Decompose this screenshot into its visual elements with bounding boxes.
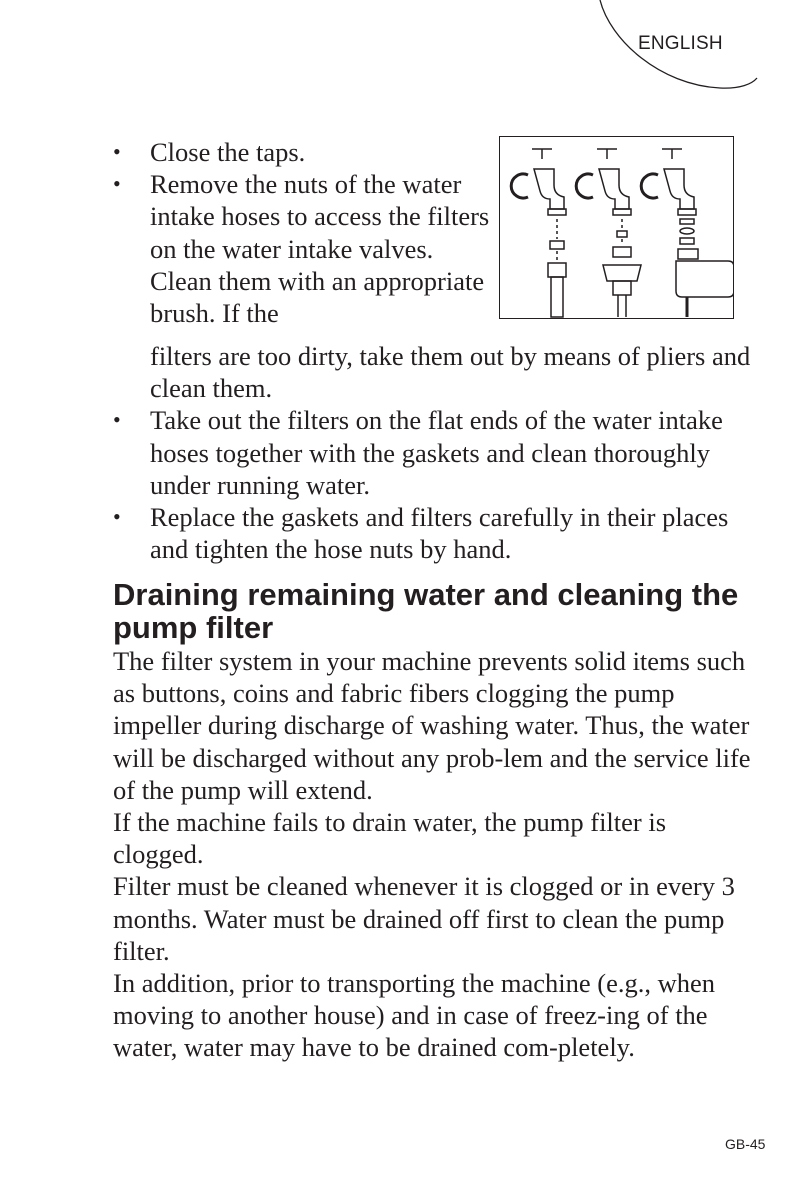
taps-and-filters-icon <box>500 137 733 318</box>
bullet-icon: • <box>113 139 121 164</box>
bullet-icon: • <box>113 504 121 530</box>
paragraph: In addition, prior to transporting the machine (e.g., when moving to another house) and in case of freez-ing of the water, water may have to be drained com-pletely. <box>113 968 715 1063</box>
bullet-item: • Take out the filters on the flat ends of the water intake hoses together with the gaskets and clean thoroughly under running water. <box>113 405 723 500</box>
language-tab-curve <box>0 0 794 110</box>
bullet-icon: • <box>113 407 121 433</box>
bullet-item: • Replace the gaskets and filters carefully in their places and tighten the hose nuts by hand. <box>113 502 729 565</box>
bullet-item: • Remove the nuts of the water intake hoses to access the filters on the water intake valves. Clean them with an appropriate brush. If the <box>113 169 490 329</box>
paragraph: If the machine fails to drain water, the pump filter is clogged. <box>113 807 667 870</box>
top-bullet-list <box>113 136 493 329</box>
section-heading: Draining remaining water and cleaning the pump filter <box>113 577 739 645</box>
language-label: ENGLISH <box>638 33 723 54</box>
tap-filter-illustration <box>499 136 734 319</box>
paragraph: Filter must be cleaned whenever it is clogged or in every 3 months. Water must be drained off first to clean the pump filter. <box>113 871 735 966</box>
section-body <box>113 645 753 1064</box>
bullet-icon: • <box>113 171 121 197</box>
bullet-continuation: filters are too dirty, take them out by means of pliers and clean them. <box>150 341 751 404</box>
bottom-bullet-list <box>113 340 763 565</box>
bullet-item: • Close the taps. <box>113 137 306 167</box>
paragraph: The filter system in your machine prevents solid items such as buttons, coins and fabric fibers clogging the pump impeller during discharge of washing water. Thus, the water will be discharged without any prob-lem and the service life of the pump will extend. <box>113 646 751 805</box>
page-number: GB-45 <box>725 1136 766 1152</box>
